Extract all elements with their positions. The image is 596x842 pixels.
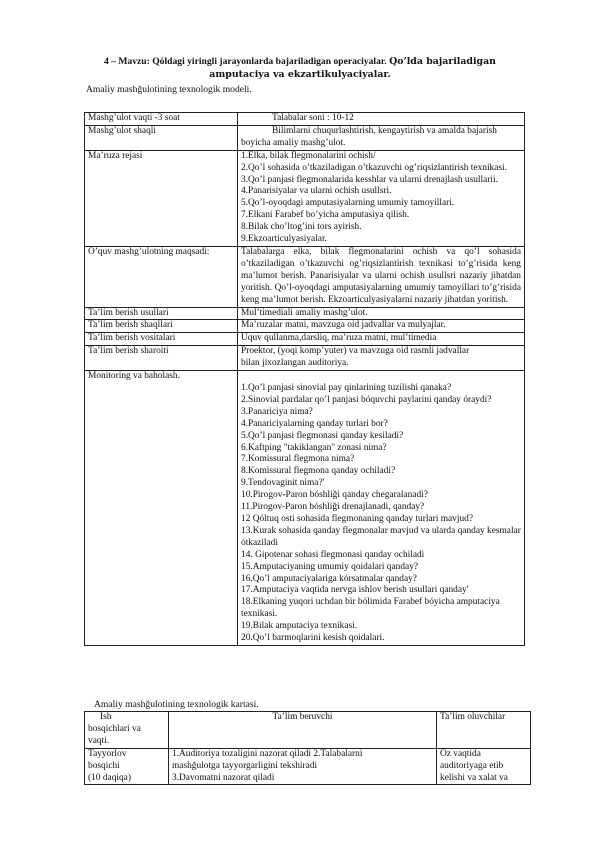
question-item: 6.Kaftping "takiklangan" zonasi nima?: [241, 442, 387, 453]
question-item: 1.Qo’l panjasi sinovial pay qinlarining tuzilishi qanaka?: [241, 383, 452, 394]
teaching-tools: Uquv qullanma,darsliq, ma’ruza matni, mul’timedia: [238, 333, 525, 346]
table-row: [85, 125, 525, 150]
technological-model-table: [84, 112, 525, 646]
topic-heading-tail: Qo’lda bajariladigan: [389, 56, 496, 67]
topic-heading: 4 – Mavzu: Qóldagi yiringli jarayonlarda bajariladigan operaciyalar.: [103, 56, 387, 67]
table-row: [85, 371, 525, 646]
teaching-forms: Ma’ruzalar matni, mavzuga oid jadvallar va mulyajlar.: [238, 320, 525, 333]
header-student: Ta’lim oluvchilar: [437, 712, 531, 749]
question-item: 8.Komissural flegmona qanday ochiladi?: [241, 466, 396, 477]
question-item: 19.Bilak amputaciya texnikasi.: [241, 621, 358, 632]
question-item: 2.Sinovial pardalar qo’l panjasi bóquvchi paylarini qanday óraydi?: [241, 394, 492, 405]
lecture-plan: [238, 150, 525, 246]
row-label: Ta’lim berish usullari: [85, 307, 238, 320]
question-item: 10.Pirogov-Paron bóshliği qanday chegaralanadi?: [241, 490, 428, 501]
page-title: [60, 55, 540, 81]
list-item: 1.Elka, bilak flegmonalarini ochish/: [241, 150, 376, 161]
row-label: O’quv mashg’ulotning maqsadi:: [85, 246, 238, 307]
monitoring-questions: [238, 371, 525, 646]
question-item: 9.Tendovaginit nima?': [241, 478, 325, 489]
question-item: 18.Elkaning yuqori uchdan bir bólimida Farabef bóyicha amputaciya texnikasi.: [241, 597, 500, 620]
list-item: 9.Ekzoarticulyasiyalar.: [241, 234, 327, 245]
table-row: [85, 333, 525, 346]
question-item: 11.Pirogov-Paron bóshliği drenajlanadi, qanday?: [241, 502, 425, 513]
lesson-goal: Talabalarga elka, bilak flegmonalarini ochish va qo’l sohasida o’tkaziladigan o’tkazuvchi og’riqsizlantirish texnikasi to’g’risida keng ma’lumot berish. Panarisiyalar va ularni ochish usullsri nazariy jihatdan yoritish. Qo’l-oyoqdagi amputasiyalarning umumiy tamoyillari to’g’risida keng ma’lumot berish. Ekzoarticulyasiyalarni nazariy jihatdan yoritish.: [238, 246, 525, 307]
row-label: Monitoring va baholash.: [85, 371, 238, 646]
header-teacher: Ta’lim beruvchi: [169, 712, 437, 749]
question-item: 13.Kurak sohasida qanday flegmonalar mavjud va ularda qanday kesmalar ótkaziladi: [241, 525, 521, 548]
conditions-line: bilan jixozlangan auditoriya.: [241, 358, 349, 369]
row-label: Ta’lim berish shaqllari: [85, 320, 238, 333]
row-label: Ta’lim berish sharoiti: [85, 346, 238, 371]
students-count: Talabalar soni : 10-12: [238, 113, 525, 126]
list-item: 7.Elkani Farabef bo’yicha amputasiya qilish.: [241, 210, 410, 221]
list-item: 4.Panarisiyalar va ularni ochish usullsri.: [241, 186, 392, 197]
header-stage: Ish bosqichlari va vaqti.: [85, 712, 169, 749]
teaching-methods: Mul’timediali amaliy mashg’ulot.: [238, 307, 525, 320]
table-row: [85, 150, 525, 246]
table-row: [85, 113, 525, 126]
question-item: 20.Qo’l barmoqlarini kesish qoidalari.: [241, 633, 385, 644]
stage-cell: Tayyorlov bosqichi (10 daqiqa): [85, 748, 169, 785]
table-header-row: [85, 712, 531, 749]
question-item: 14. Gipotenar sohasi flegmonasi qanday ochiladi: [241, 549, 425, 560]
row-label: Mashg’ulot shaqli: [85, 125, 238, 150]
table-row: [85, 307, 525, 320]
teacher-cell: 1.Auditoriya tozaligini nazorat qiladi 2.Talabalarni mashğulotga tayyorgarligini tekshiradi 3.Davomatni nazorat qiladi: [169, 748, 437, 785]
row-label: Ta’lim berish vositalari: [85, 333, 238, 346]
question-item: 12 Qóltuq osti sohasida flegmonaning qanday turlari mavjud?: [241, 514, 473, 524]
list-item: 3.Qo’l panjasi flegmonalarida kesshlar va ularni drenajlash usullarii.: [241, 174, 498, 185]
list-item: 5.Qo’l-oyoqdagi amputasiyalarning umumiy tamoyillari.: [241, 198, 455, 209]
question-item: 16.Qo’l amputaciyalariga kórsatmalar qanday?: [241, 573, 417, 584]
table-row: [85, 246, 525, 307]
question-item: 3.Panariciya nima?: [241, 406, 313, 417]
question-item: 15.Amputaciyaning umumiy qoidalari qanday?: [241, 561, 419, 572]
list-item: 8.Bilak cho’ltog’ini tors ayirish.: [241, 222, 362, 233]
question-item: 17.Amputaciya vaqtida nervga ishlov berish usullari qanday': [241, 585, 469, 596]
question-item: 7.Komissural flegmona nima?: [241, 454, 355, 465]
technological-card-table: [84, 711, 531, 785]
lesson-form: Bilimlarni chuqurlashtirish, kengaytirish va amalda bajarish boyicha amaliy mashg’ulot.: [238, 125, 525, 150]
list-item: 2.Qo’l sohasida o’tkaziladigan o’tkazuvchi og’riqsizlantirish texnikasi.: [241, 162, 507, 173]
question-item: 5.Qo’l panjasi flegmonasi qanday kesiladi?: [241, 430, 404, 441]
conditions-line: Proektor, (yoqi komp’yuter) va mavzuga oid rasmli jadvallar: [241, 346, 470, 357]
topic-heading-line2: amputaciya va ekzartikulyaciyalar.: [209, 69, 391, 80]
table-row: [85, 748, 531, 785]
teaching-conditions: [238, 346, 525, 371]
card-caption: Amaliy mashğulotining texnologik kartasi.: [94, 699, 259, 710]
table-row: [85, 320, 525, 333]
model-caption: Amaliy mashğulotining texnologik modeli.: [86, 84, 252, 95]
table-row: [85, 346, 525, 371]
row-label: Mashg’ulot vaqti -3 soat: [85, 113, 238, 126]
question-item: 4.Panariciyalarning qanday turlari bor?: [241, 418, 388, 429]
student-cell: Oz vaqtida auditoriyaga etib kelishi va xalat va: [437, 748, 531, 785]
row-label: Ma’ruza rejasi: [85, 150, 238, 246]
